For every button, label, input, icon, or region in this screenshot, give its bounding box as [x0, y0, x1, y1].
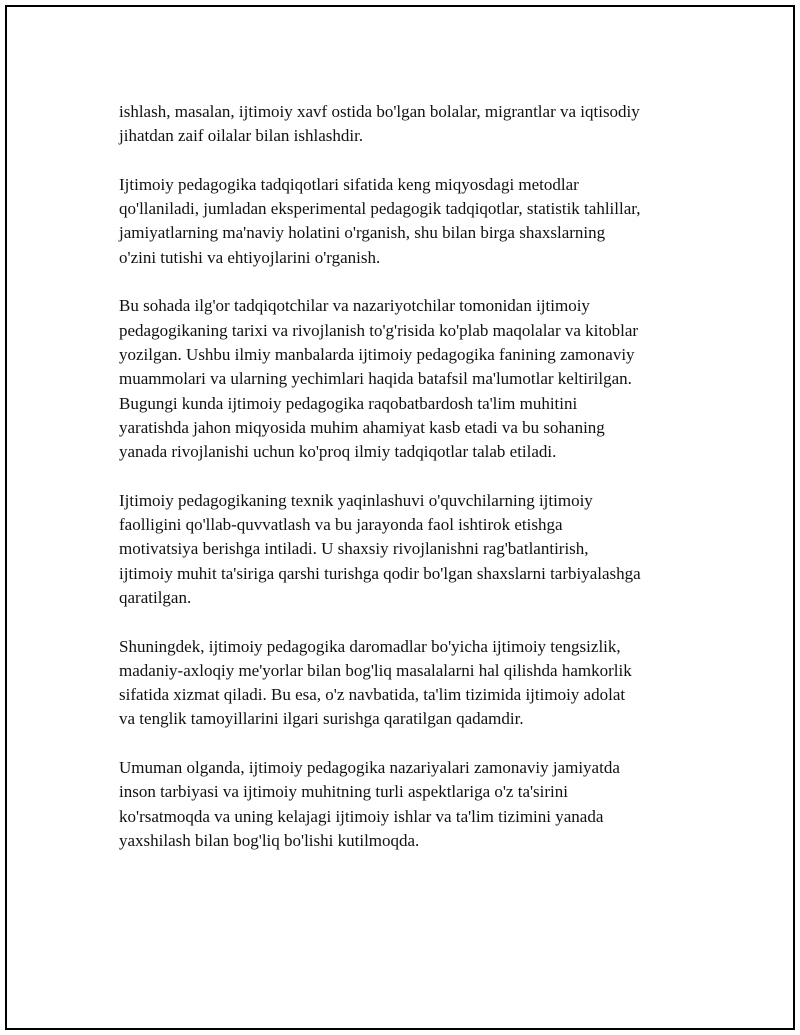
paragraph-line: inson tarbiyasi va ijtimoiy muhitning turli aspektlariga o'z ta'sirini: [119, 782, 568, 802]
paragraph-line: ijtimoiy muhit ta'siriga qarshi turishga qodir bo'lgan shaxslarni tarbiyalashga: [119, 563, 641, 583]
paragraph-line: jamiyatlarning ma'naviy holatini o'rganish, shu bilan birga shaxslarning: [119, 223, 606, 243]
paragraph-line: motivatsiya berishga intiladi. U shaxsiy rivojlanishni rag'batlantirish,: [119, 539, 589, 559]
paragraph-line: jihatdan zaif oilalar bilan ishlashdir.: [119, 126, 364, 146]
paragraph-line: Shuningdek, ijtimoiy pedagogika daromadlar bo'yicha ijtimoiy tengsizlik,: [119, 636, 621, 656]
paragraph-line: sifatida xizmat qiladi. Bu esa, o'z navbatida, ta'lim tizimida ijtimoiy adolat: [119, 685, 626, 705]
paragraph-2: [119, 173, 701, 270]
paragraph-line: Ijtimoiy pedagogikaning texnik yaqinlashuvi o'quvchilarning ijtimoiy: [119, 490, 593, 510]
paragraph-line: Umuman olganda, ijtimoiy pedagogika nazariyalari zamonaviy jamiyatda: [119, 758, 620, 778]
paragraph-line: Bu sohada ilg'or tadqiqotchilar va nazariyotchilar tomonidan ijtimoiy: [119, 296, 590, 316]
paragraph-line: qo'llaniladi, jumladan eksperimental pedagogik tadqiqotlar, statistik tahlillar,: [119, 199, 641, 219]
paragraph-line: ishlash, masalan, ijtimoiy xavf ostida bo'lgan bolalar, migrantlar va iqtisodiy: [119, 102, 640, 121]
paragraph-line: yaratishda jahon miqyosida muhim ahamiyat kasb etadi va bu sohaning: [119, 417, 605, 437]
paragraph-line: ko'rsatmoqda va uning kelajagi ijtimoiy ishlar va ta'lim tizimini yanada: [119, 806, 604, 826]
paragraph-line: Bugungi kunda ijtimoiy pedagogika raqobatbardosh ta'lim muhitini: [119, 393, 578, 413]
document-body: [119, 100, 701, 878]
paragraph-line: va tenglik tamoyillarini ilgari surishga qaratilgan qadamdir.: [119, 709, 524, 729]
paragraph-line: yozilgan. Ushbu ilmiy manbalarda ijtimoiy pedagogika fanining zamonaviy: [119, 344, 635, 364]
paragraph-line: Ijtimoiy pedagogika tadqiqotlari sifatida keng miqyosdagi metodlar: [119, 174, 579, 194]
paragraph-line: yaxshilash bilan bog'liq bo'lishi kutilmoqda.: [119, 830, 420, 850]
paragraph-6: [119, 756, 701, 853]
paragraph-5: [119, 635, 701, 732]
paragraph-line: pedagogikaning tarixi va rivojlanish to'g'risida ko'plab maqolalar va kitoblar: [119, 320, 639, 340]
paragraph-1: [119, 100, 701, 149]
paragraph-line: yanada rivojlanishi uchun ko'proq ilmiy tadqiqotlar talab etiladi.: [119, 442, 557, 462]
paragraph-line: madaniy-axloqiy me'yorlar bilan bog'liq masalalarni hal qilishda hamkorlik: [119, 660, 632, 680]
paragraph-3: [119, 294, 701, 464]
paragraph-line: muammolari va ularning yechimlari haqida batafsil ma'lumotlar keltirilgan.: [119, 369, 632, 389]
page-frame: [5, 5, 795, 1030]
paragraph-line: o'zini tutishi va ehtiyojlarini o'rganish.: [119, 247, 381, 267]
paragraph-4: [119, 489, 701, 610]
paragraph-line: faolligini qo'llab-quvvatlash va bu jarayonda faol ishtirok etishga: [119, 515, 563, 535]
paragraph-line: qaratilgan.: [119, 587, 192, 607]
